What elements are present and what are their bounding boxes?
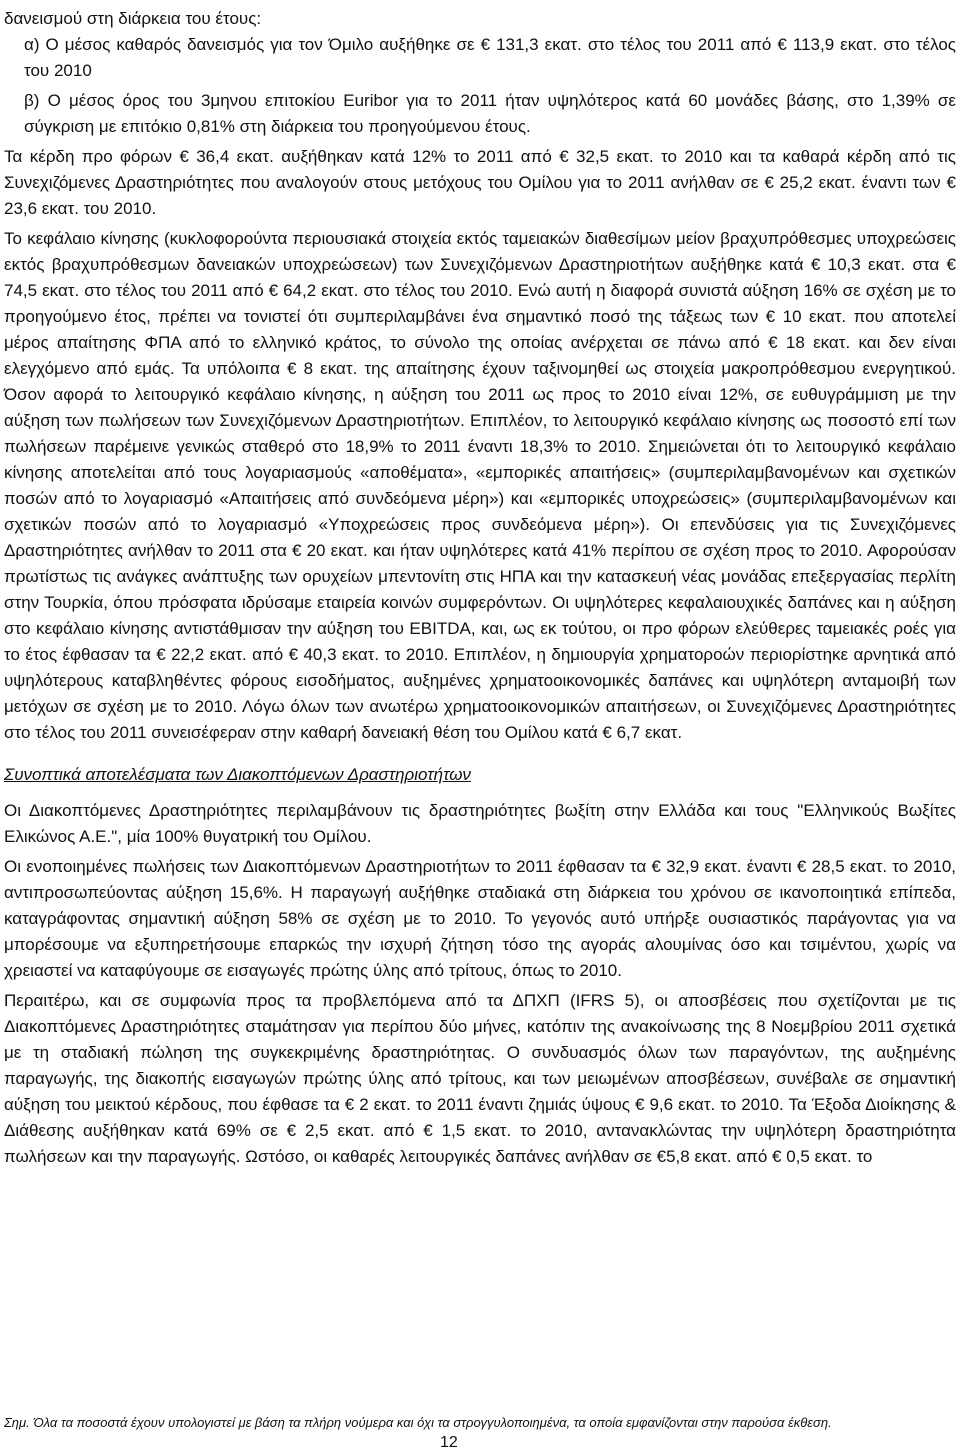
footnote: Σημ. Όλα τα ποσοστά έχουν υπολογιστεί με βάση τα πλήρη νούμερα και όχι τα στρογγυλοποιημένα, τα οποία εμφανίζονται στην παρούσα έκθεση. bbox=[4, 1415, 832, 1430]
list-item: α) Ο μέσος καθαρός δανεισμός για τον Όμιλο αυξήθηκε σε € 131,3 εκατ. στο τέλος του 2011 από € 113,9 εκατ. στο τέλος του 2010 bbox=[24, 35, 956, 80]
list-item: β) Ο μέσος όρος του 3μηνου επιτοκίου Euribor για το 2011 ήταν υψηλότερος κατά 60 μονάδες βάσης, στο 1,39% σε σύγκριση με επιτόκιο 0,81% στη διάρκεια του προηγούμενου έτους. bbox=[24, 91, 956, 136]
page-number: 12 bbox=[440, 1434, 458, 1451]
document-page bbox=[4, 0, 956, 1174]
body-paragraph: Οι ενοποιημένες πωλήσεις των Διακοπτόμενων Δραστηριοτήτων το 2011 έφθασαν τα € 32,9 εκατ. έναντι € 28,5 εκατ. το 2010, αντιπροσωπεύοντας αύξηση 15,6%. Η παραγωγή αυξήθηκε σταδιακά στη διάρκεια του χρόνου σε ικανοποιητικά επίπεδα, καταγράφοντας σημαντική αύξηση 58% σε σχέση με το 2010. Το γεγονός αυτό υπήρξε ουσιαστικός παράγοντας για να μπορέσουμε να εξυπηρετήσουμε επαρκώς την ισχυρή ζήτηση τόσο της αγοράς αλουμίνας όσο και τσιμέντου, χωρίς να χρειαστεί να καταφύγουμε σε εισαγωγές πρώτης ύλης από τρίτους, όπως το 2010. bbox=[4, 857, 956, 980]
section-heading: Συνοπτικά αποτελέσματα των Διακοπτόμενων Δραστηριοτήτων bbox=[4, 765, 471, 784]
body-paragraph: Περαιτέρω, και σε συμφωνία προς τα προβλεπόμενα από τα ΔΠΧΠ (IFRS 5), οι αποσβέσεις που σχετίζονται με τις Διακοπτόμενες Δραστηριότητες σταμάτησαν για περίπου δύο μήνες, κατόπιν της ανακοίνωσης της 8 Νοεμβρίου 2011 σχετικά με τη σταδιακή πώληση της συγκεκριμένης δραστηριότητας. Ο συνδυασμός όλων των παραγόντων, της αυξημένης παραγωγής, της διακοπής εισαγωγών πρώτης ύλης από τρίτους, και των μειωμένων αποσβέσεων, συνέβαλε σε σημαντική αύξηση του μεικτού κέρδους, που έφθασε τα € 2 εκατ. το 2011 έναντι ζημιάς ύψους € 9,6 εκατ. το 2010. Τα Έξοδα Διοίκησης & Διάθεσης αυξήθηκαν κατά 69% σε € 2,5 εκατ. από € 1,5 εκατ. το 2010, αντανακλώντας την υψηλότερη δραστηριότητα πωλήσεων και την παραγωγής. Ωστόσο, οι καθαρές λειτουργικές δαπάνες ανήλθαν σε €5,8 εκατ. από € 0,5 εκατ. το bbox=[4, 991, 956, 1166]
body-paragraph: Τα κέρδη προ φόρων € 36,4 εκατ. αυξήθηκαν κατά 12% το 2011 από € 32,5 εκατ. το 2010 και τα καθαρά κέρδη από τις Συνεχιζόμενες Δραστηριότητες που αναλογούν στους μετόχους του Ομίλου για το 2011 ανήλθαν σε € 25,2 εκατ. έναντι των € 23,6 εκατ. του 2010. bbox=[4, 147, 956, 218]
body-paragraph: Το κεφάλαιο κίνησης (κυκλοφορούντα περιουσιακά στοιχεία εκτός ταμειακών διαθεσίμων μείον βραχυπρόθεσμες υποχρεώσεις εκτός βραχυπρόθεσμων δανειακών υποχρεώσεων) των Συνεχιζόμενων Δραστηριοτήτων αυξήθηκε κατά € 10,3 εκατ. στα € 74,5 εκατ. στο τέλος του 2011 από € 64,2 εκατ. στο τέλος του 2010. Ενώ αυτή η διαφορά συνιστά αύξηση 16% σε σχέση με το προηγούμενο έτος, πρέπει να τονιστεί ότι συμπεριλαμβάνει ένα σημαντικό ποσό της τάξεως των € 10 εκατ. που αποτελεί μέρος απαίτησης ΦΠΑ από το ελληνικό κράτος, το σύνολο της οποίας ανέρχεται σε πάνω από € 18 εκατ. και δεν είναι ελεγχόμενο από εμάς. Τα υπόλοιπα € 8 εκατ. της απαίτησης έχουν ταξινομηθεί ως στοιχεία μακροπρόθεσμου ενεργητικού. Όσον αφορά το λειτουργικό κεφάλαιο κίνησης, η αύξηση του 2011 ως προς το 2010 είναι 12%, σε ευθυγράμμιση με την αύξηση των πωλήσεων των Συνεχιζόμενων Δραστηριοτήτων. Επιπλέον, το λειτουργικό κεφάλαιο κίνησης ως ποσοστό επί των πωλήσεων παρέμεινε γενικώς σταθερό στο 18,9% το 2011 έναντι 18,3% το 2010. Σημειώνεται ότι το λειτουργικό κεφάλαιο κίνησης αποτελείται από τους λογαριασμούς «αποθέματα», «εμπορικές απαιτήσεις» (συμπεριλαμβανομένων και σχετικών ποσών από το λογαριασμό «Απαιτήσεις από συνδεόμενα μέρη») και «εμπορικές υποχρεώσεις» (συμπεριλαμβανομένων και σχετικών ποσών από το λογαριασμό «Υποχρεώσεις προς συνδεόμενα μέρη»). Οι επενδύσεις για τις Συνεχιζόμενες Δραστηριότητες ανήλθαν το 2011 στα € 20 εκατ. και ήταν υψηλότερες κατά 41% περίπου σε σχέση προς το 2010. Αφορούσαν πρωτίστως τις ανάγκες ανάπτυξης των ορυχείων μπεντονίτη στις ΗΠΑ και την κατασκευή νέας μονάδας επεξεργασίας περλίτη στην Τουρκία, όπου πρόσφατα ιδρύσαμε εταιρεία κοινών συμφερόντων. Οι υψηλότερες κεφαλαιουχικές δαπάνες και η αύξηση στο κεφάλαιο κίνησης αντιστάθμισαν την αύξηση του EBITDA, και, ως εκ τούτου, οι προ φόρων ελεύθερες ταμειακές ροές για το έτος έφθασαν τα € 22,2 εκατ. από € 40,3 εκατ. το 2010. Επιπλέον, η δημιουργία χρηματοροών περιορίστηκε αρνητικά από υψηλότερους καταβληθέντες φόρους εισοδήματος, αυξημένες χρηματοοικονομικές δαπάνες και υψηλότερη ανταμοιβή των μετόχων σε σχέση με το 2010. Λόγω όλων των ανωτέρω χρηματοοικονομικών απαιτήσεων, οι Συνεχιζόμενες Δραστηριότητες στο τέλος του 2011 συνεισέφεραν στην καθαρή δανειακή θέση του Ομίλου κατά € 6,7 εκατ. bbox=[4, 229, 956, 742]
intro-lead: δανεισμού στη διάρκεια του έτους: bbox=[4, 9, 262, 28]
body-paragraph: Οι Διακοπτόμενες Δραστηριότητες περιλαμβάνουν τις δραστηριότητες βωξίτη στην Ελλάδα και τους "Ελληνικούς Βωξίτες Ελικώνος Α.Ε.", μία 100% θυγατρική του Ομίλου. bbox=[4, 801, 956, 846]
